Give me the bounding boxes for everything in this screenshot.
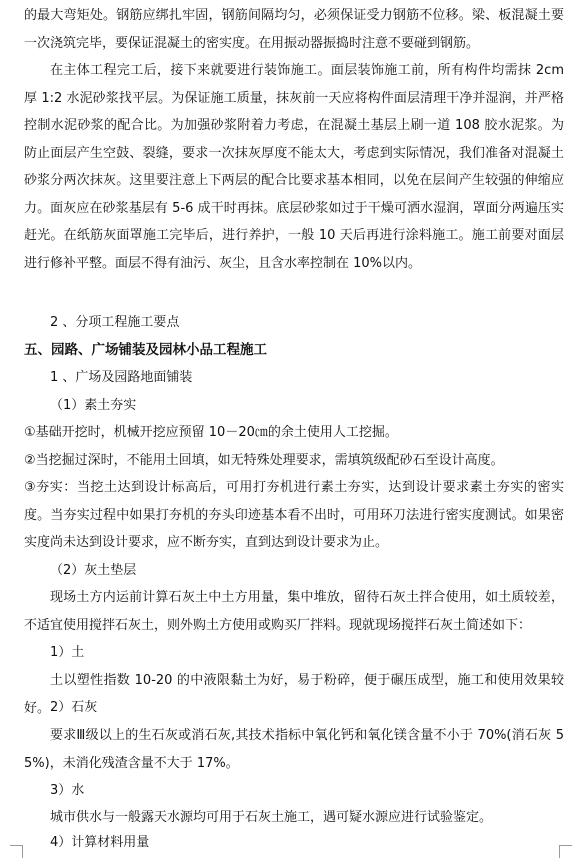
subheading-compaction: （1）素土夯实 [50, 398, 137, 413]
item-heading-1: 1 、广场及园路地面铺装 [50, 370, 193, 385]
section-heading-5: 五、园路、广场铺装及园林小品工程施工 [24, 342, 267, 358]
material-water-heading: 3）水 [50, 783, 85, 798]
material-soil-text: 土以塑性指数 10-20 的中液限黏土为好，易于粉碎，便于碾压成型，施工和使用效果较好。 [24, 673, 564, 716]
page-corner-mark-left [10, 845, 23, 858]
step-overdig: ②当挖掘过深时，不能用土回填，如无特殊处理要求，需填筑级配砂石至设计高度。 [24, 453, 504, 468]
material-soil-heading: 1）土 [50, 645, 85, 660]
step-tamping: ③夯实：当挖土达到设计标高后，可用打夯机进行素土夯实，达到设计要求素土夯实的密实度。当夯实过程中如果打夯机的夯头印迹基本看不出时，可用环刀法进行密实度测试。如果密实度尚未达到设计要求，应不断夯实，直到达到设计要求为止。 [24, 480, 564, 550]
step-excavation: ①基础开挖时，机械开挖应预留 10－20㎝的余土使用人工挖掘。 [24, 425, 398, 440]
material-quantity-heading: 4）计算材料用量 [50, 835, 150, 850]
material-lime-heading: 2）石灰 [50, 700, 98, 715]
paragraph-lime-soil: 现场土方内运前计算石灰土中土方用量，集中堆放，留待石灰土拌合使用，如土质较差，不适宜使用搅拌石灰土，则外购土方使用或购买厂拌料。现就现场搅拌石灰土简述如下： [24, 590, 564, 633]
paragraph-plastering: 在主体工程完工后，接下来就要进行装饰施工。面层装饰施工前，所有构件均需抹 2cm 厚 1:2 水泥砂浆找平层。为保证施工质量，抹灰前一天应将构件面层清理干净并湿润，并严格控制水泥砂浆的配合比。为加强砂浆附着力考虑，在混凝土基层上刷一道 108 胶水泥浆。为防止面层产生空鼓、裂缝，要求一次抹灰厚度不能太大，考虑到实际情况，我们准备对混凝土砂浆分两次抹灰。这里要注意上下两层的配合比要求基本相同，以免在层间产生较强的伸缩应力。面灰应在砂浆基层有 5-6 成干时再抹。底层砂浆如过于干燥可洒水湿润，罩面分两遍压实赶光。在纸筋灰面罩施工完毕后，进行养护，一般 10 天后再进行涂料施工。施工前要对面层进行修补平整。面层不得有油污、灰尘，且含水率控制在 10%以内。 [24, 63, 564, 271]
subheading-lime-soil: （2）灰土垫层 [50, 563, 137, 578]
paragraph-rebar: 的最大弯矩处。钢筋应绑扎牢固，钢筋间隔均匀，必须保证受力钢筋不位移。梁、板混凝土要一次浇筑完毕，要保证混凝土的密实度。在用振动器振捣时注意不要碰到钢筋。 [24, 8, 564, 51]
material-water-text: 城市供水与一般露天水源均可用于石灰土施工，遇可疑水源应进行试验鉴定。 [50, 810, 493, 825]
material-lime-text: 要求Ⅲ级以上的生石灰或消石灰,其技术指标中氧化钙和氧化镁含量不小于 70%(消石灰 55%)，未消化残渣含量不大于 17%。 [24, 728, 564, 771]
item-heading-2: 2 、分项工程施工要点 [50, 315, 180, 330]
page-corner-mark-right [559, 845, 572, 858]
